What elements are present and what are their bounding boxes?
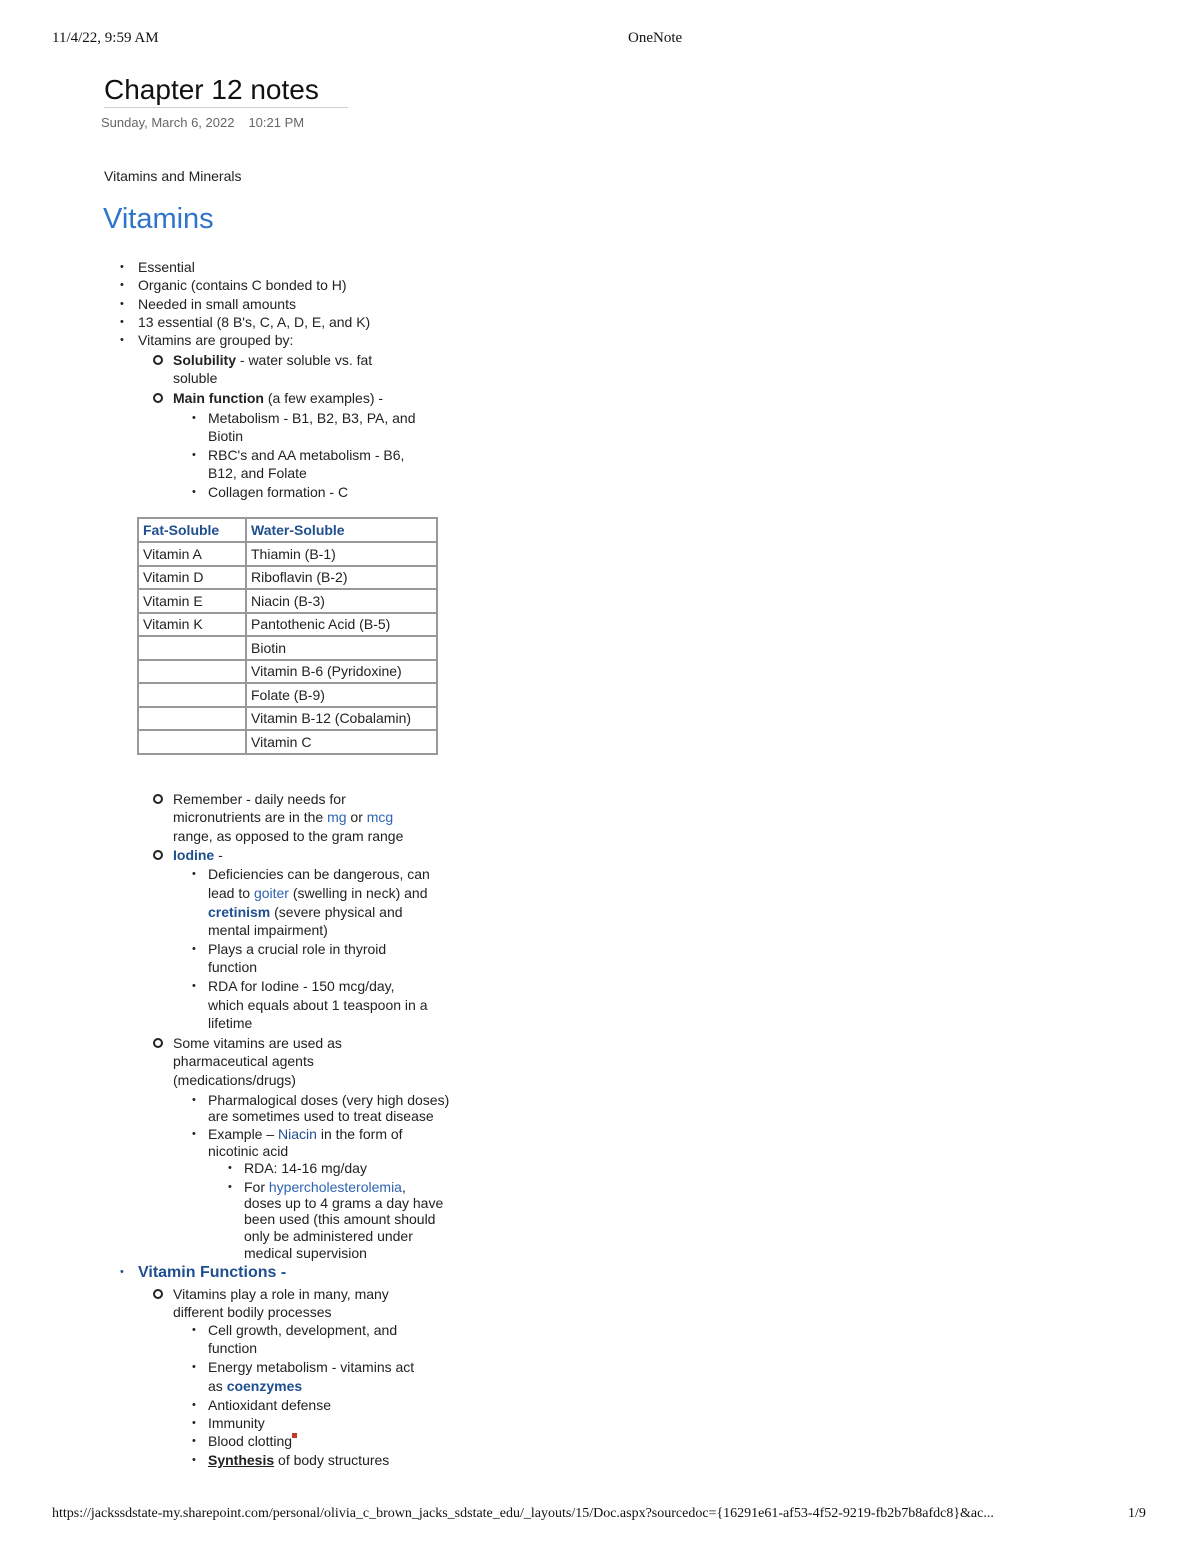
list-item: • Synthesis of body structures xyxy=(192,1452,390,1468)
table-cell: Riboflavin (B-2) xyxy=(246,566,437,590)
table-row xyxy=(138,660,437,684)
list-item: • Essential xyxy=(120,259,195,275)
list-item-cont: only be administered under xyxy=(244,1228,413,1244)
list-item-cont: mental impairment) xyxy=(208,922,328,938)
table-cell: Vitamin B-6 (Pyridoxine) xyxy=(246,660,437,684)
list-item-cont: (medications/drugs) xyxy=(173,1072,296,1088)
list-item-cont: pharmaceutical agents xyxy=(173,1053,314,1069)
list-item-cont: function xyxy=(208,1340,258,1356)
list-item: • Blood clotting xyxy=(208,1432,297,1451)
table-cell xyxy=(138,707,246,731)
list-item-cont: been used (this amount should xyxy=(244,1211,436,1227)
list-item-cont: function xyxy=(208,959,258,975)
list-item-cont: doses up to 4 grams a day have xyxy=(244,1195,444,1211)
list-item-cont: lifetime xyxy=(208,1015,253,1031)
list-item-cont: nicotinic acid xyxy=(208,1143,289,1159)
list-item: • Vitamins are grouped by: xyxy=(120,332,294,348)
list-item: • RBC's and AA metabolism - B6, xyxy=(192,447,405,463)
text-cursor xyxy=(292,1433,297,1438)
table-cell: Vitamin A xyxy=(138,542,246,566)
list-item-cont: cretinism (severe physical and xyxy=(208,904,403,920)
table-cell xyxy=(138,730,246,754)
print-page-number: 1/9 xyxy=(1128,1506,1146,1521)
list-item-cont: B12, and Folate xyxy=(208,465,307,481)
header-water-soluble: Water-Soluble xyxy=(246,518,437,542)
table-cell: Vitamin C xyxy=(246,730,437,754)
table-cell xyxy=(138,660,246,684)
list-item: • Vitamin Functions - xyxy=(120,1264,287,1281)
list-item: • For hypercholesterolemia, xyxy=(228,1179,406,1195)
list-item: • RDA for Iodine - 150 mcg/day, xyxy=(192,978,395,994)
intro-text: Vitamins and Minerals xyxy=(104,168,242,184)
list-item: • Cell growth, development, and xyxy=(192,1322,398,1338)
list-item: • Pharmalogical doses (very high doses) xyxy=(192,1092,450,1108)
list-item: • Energy metabolism - vitamins act xyxy=(192,1359,415,1375)
list-item-cont: lead to goiter (swelling in neck) and xyxy=(208,885,428,901)
table-row xyxy=(138,636,437,660)
list-item: • Immunity xyxy=(192,1415,265,1431)
list-item-cont: Biotin xyxy=(208,428,244,444)
list-item: Remember - daily needs for xyxy=(173,790,346,809)
table-cell: Vitamin K xyxy=(138,613,246,637)
print-app-name: OneNote xyxy=(628,30,683,46)
list-item: Solubility - water soluble vs. fat xyxy=(173,351,372,370)
table-row xyxy=(138,613,437,637)
table-header-row xyxy=(138,518,437,542)
print-url: https://jackssdstate-my.sharepoint.com/personal/olivia_c_brown_jacks_sdstate_edu/_layouts/15/Doc.aspx?sourcedoc={16291e61-af53-4f52-9219-fb2b7b8afdc8}&ac... xyxy=(52,1506,994,1521)
table-row xyxy=(138,730,437,754)
table-cell: Vitamin D xyxy=(138,566,246,590)
list-item: • Deficiencies can be dangerous, can xyxy=(192,866,430,882)
list-item-cont: micronutrients are in the mg or mcg xyxy=(173,809,394,825)
vitamin-solubility-table xyxy=(137,517,438,755)
table-cell: Biotin xyxy=(246,636,437,660)
list-item-cont: medical supervision xyxy=(244,1245,367,1261)
list-item-cont: soluble xyxy=(173,370,218,386)
list-item-cont: which equals about 1 teaspoon in a xyxy=(208,997,428,1013)
table-row xyxy=(138,542,437,566)
list-item: • RDA: 14-16 mg/day xyxy=(228,1160,367,1176)
list-item: Iodine - xyxy=(173,846,223,865)
list-item: • 13 essential (8 B's, C, A, D, E, and K) xyxy=(120,314,371,330)
list-item: • Collagen formation - C xyxy=(192,484,349,500)
table-cell: Thiamin (B-1) xyxy=(246,542,437,566)
list-item-cont: are sometimes used to treat disease xyxy=(208,1108,434,1124)
list-item: • Plays a crucial role in thyroid xyxy=(192,941,387,957)
table-cell: Vitamin B-12 (Cobalamin) xyxy=(246,707,437,731)
list-item: • Antioxidant defense xyxy=(192,1397,331,1413)
table-cell: Pantothenic Acid (B-5) xyxy=(246,613,437,637)
table-row xyxy=(138,566,437,590)
list-item: • Metabolism - B1, B2, B3, PA, and xyxy=(192,410,416,426)
table-row xyxy=(138,683,437,707)
header-fat-soluble: Fat-Soluble xyxy=(138,518,246,542)
list-item-cont: different bodily processes xyxy=(173,1304,332,1320)
list-item: Vitamins play a role in many, many xyxy=(173,1285,389,1304)
heading-vitamins: Vitamins xyxy=(103,203,214,235)
table-cell: Vitamin E xyxy=(138,589,246,613)
list-item: Some vitamins are used as xyxy=(173,1034,342,1053)
list-item: • Example – Niacin in the form of xyxy=(192,1126,403,1142)
list-item: • Needed in small amounts xyxy=(120,296,296,312)
table-row xyxy=(138,589,437,613)
table-row xyxy=(138,707,437,731)
list-item-cont: as coenzymes xyxy=(208,1378,303,1394)
print-datetime: 11/4/22, 9:59 AM xyxy=(52,30,159,46)
page-title[interactable]: Chapter 12 notes xyxy=(104,74,348,108)
page-date: Sunday, March 6, 2022 10:21 PM xyxy=(101,115,305,130)
list-item: • Organic (contains C bonded to H) xyxy=(120,277,347,293)
table-cell xyxy=(138,636,246,660)
table-cell: Folate (B-9) xyxy=(246,683,437,707)
list-item-cont: range, as opposed to the gram range xyxy=(173,828,404,844)
table-cell: Niacin (B-3) xyxy=(246,589,437,613)
list-item: Main function (a few examples) - xyxy=(173,389,383,408)
table-cell xyxy=(138,683,246,707)
